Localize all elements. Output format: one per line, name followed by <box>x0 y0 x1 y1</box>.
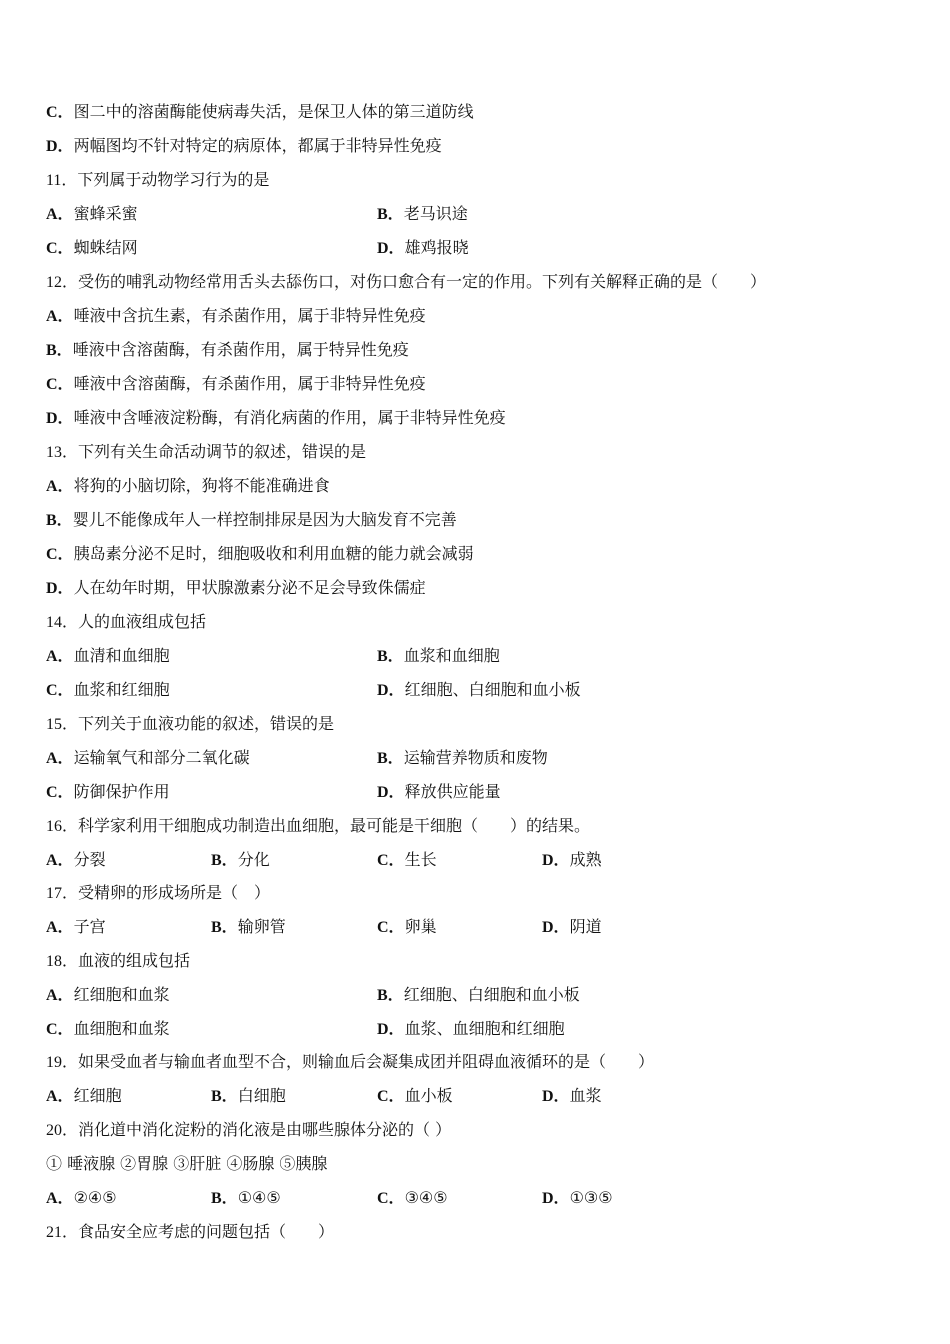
option-label: A． <box>46 987 74 1004</box>
option-d <box>46 578 426 599</box>
option-b <box>377 985 580 1006</box>
option-text: 生长 <box>404 850 437 869</box>
question-number: 16． <box>46 818 79 835</box>
option-text: 运输氧气和部分二氧化碳 <box>73 748 250 767</box>
option-a <box>46 646 170 667</box>
option-label: D． <box>542 919 570 936</box>
option-label: C． <box>377 1190 405 1207</box>
option-text: 唾液中含溶菌酶，有杀菌作用，属于特异性免疫 <box>72 340 409 359</box>
option-text: 血清和血细胞 <box>73 646 170 665</box>
option-d <box>542 1188 613 1209</box>
option-text: 唾液中含唾液淀粉酶，有消化病菌的作用，属于非特异性免疫 <box>73 408 506 427</box>
option-label: D． <box>377 784 405 801</box>
option-c <box>377 1188 448 1209</box>
option-label: B． <box>377 987 404 1004</box>
question-text: 血液的组成包括 <box>78 951 191 970</box>
option-label: B． <box>211 1088 238 1105</box>
option-text: 唾液中含抗生素，有杀菌作用，属于非特异性免疫 <box>73 306 426 325</box>
question-text: 受伤的哺乳动物经常用舌头去舔伤口，对伤口愈合有一定的作用。下列有关解释正确的是（ ） <box>78 272 767 291</box>
option-text: 白细胞 <box>237 1086 286 1105</box>
option-text: 将狗的小脑切除，狗将不能准确进食 <box>73 476 330 495</box>
option-b <box>377 748 548 769</box>
question-text: 食品安全应考虑的问题包括（ ） <box>78 1222 335 1241</box>
option-a <box>46 850 106 871</box>
option-text: 老马识途 <box>403 204 468 223</box>
question-stem <box>46 272 766 293</box>
option-a <box>46 1188 117 1209</box>
question-text: 受精卵的形成场所是（ ） <box>78 883 271 902</box>
option-label: B． <box>377 750 404 767</box>
option-label: D． <box>542 1088 570 1105</box>
option-label: C． <box>46 546 74 563</box>
option-text: 血细胞和血浆 <box>73 1019 170 1038</box>
option-text: 图二中的溶菌酶能使病毒失活，是保卫人体的第三道防线 <box>73 102 474 121</box>
option-label: D． <box>377 1021 405 1038</box>
option-label: A． <box>46 648 74 665</box>
option-text: 胰岛素分泌不足时，细胞吸收和利用血糖的能力就会减弱 <box>73 544 474 563</box>
option-c <box>46 680 170 701</box>
question-number: 12． <box>46 274 79 291</box>
option-label: B． <box>377 648 404 665</box>
option-label: A． <box>46 1088 74 1105</box>
option-text: 两幅图均不针对特定的病原体，都属于非特异性免疫 <box>73 136 442 155</box>
option-text: 蜘蛛结网 <box>73 238 138 257</box>
option-text: ①④⑤ <box>237 1188 281 1207</box>
option-label: C． <box>46 240 74 257</box>
option-label: A． <box>46 206 74 223</box>
option-text: 卵巢 <box>404 917 437 936</box>
option-text: 子宫 <box>73 917 106 936</box>
question-stem <box>46 442 366 463</box>
option-label: D． <box>377 682 405 699</box>
option-text: 血小板 <box>404 1086 453 1105</box>
option-a <box>46 748 250 769</box>
option-text: 血浆 <box>569 1086 602 1105</box>
option-label: D． <box>46 410 74 427</box>
option-label: C． <box>46 682 74 699</box>
option-b <box>46 340 409 361</box>
option-a <box>46 306 426 327</box>
option-text: 红细胞 <box>73 1086 122 1105</box>
question-stem <box>46 714 334 735</box>
question-stem <box>46 951 190 972</box>
option-b <box>211 1188 281 1209</box>
option-line <box>46 102 474 123</box>
option-label: C． <box>377 852 405 869</box>
option-b <box>211 850 270 871</box>
option-d <box>542 850 602 871</box>
option-text: 红细胞、白细胞和血小板 <box>404 680 581 699</box>
option-label: A． <box>46 919 74 936</box>
option-text: 血浆、血细胞和红细胞 <box>404 1019 565 1038</box>
option-label: B． <box>46 512 73 529</box>
question-text: 下列关于血液功能的叙述，错误的是 <box>78 714 335 733</box>
question-number: 15． <box>46 716 79 733</box>
option-c <box>46 374 426 395</box>
option-text: 婴儿不能像成年人一样控制排尿是因为大脑发育不完善 <box>72 510 457 529</box>
option-line <box>46 136 442 157</box>
question-number: 18． <box>46 953 79 970</box>
option-text: 血浆和红细胞 <box>73 680 170 699</box>
option-a <box>46 985 170 1006</box>
option-text: 红细胞和血浆 <box>73 985 170 1004</box>
option-a <box>46 1086 122 1107</box>
option-a <box>46 917 106 938</box>
option-label: C． <box>377 919 405 936</box>
option-label: C． <box>377 1088 405 1105</box>
option-b <box>211 1086 286 1107</box>
question-number: 13． <box>46 444 79 461</box>
option-text: ②④⑤ <box>73 1188 117 1207</box>
option-d <box>46 408 506 429</box>
option-d <box>377 680 581 701</box>
option-text: 释放供应能量 <box>404 782 501 801</box>
option-label: C． <box>46 104 74 121</box>
option-text: ①③⑤ <box>569 1188 613 1207</box>
question-number: 21． <box>46 1224 79 1241</box>
option-d <box>542 1086 602 1107</box>
option-text: 分化 <box>237 850 270 869</box>
option-text: 人在幼年时期，甲状腺激素分泌不足会导致侏儒症 <box>73 578 426 597</box>
option-label: A． <box>46 478 74 495</box>
option-label: C． <box>46 1021 74 1038</box>
option-text: 防御保护作用 <box>73 782 170 801</box>
question-number: 11． <box>46 172 78 189</box>
question-text: 如果受血者与输血者血型不合，则输血后会凝集成团并阻碍血液循环的是（ ） <box>78 1052 655 1071</box>
question-text: 下列属于动物学习行为的是 <box>77 170 270 189</box>
question-stem <box>46 1120 451 1141</box>
question-text: 下列有关生命活动调节的叙述，错误的是 <box>78 442 367 461</box>
option-d <box>377 782 501 803</box>
option-a <box>46 204 138 225</box>
question-stem <box>46 1052 654 1073</box>
question-text: 消化道中消化淀粉的消化液是由哪些腺体分泌的（ ） <box>78 1120 452 1139</box>
option-label: D． <box>542 1190 570 1207</box>
option-label: D． <box>377 240 405 257</box>
option-d <box>542 917 602 938</box>
option-label: D． <box>46 580 74 597</box>
option-label: B． <box>46 342 73 359</box>
option-text: 唾液中含溶菌酶，有杀菌作用，属于非特异性免疫 <box>73 374 426 393</box>
option-c <box>46 782 170 803</box>
option-c <box>46 544 474 565</box>
option-c <box>377 917 437 938</box>
option-b <box>377 646 500 667</box>
option-b <box>377 204 468 225</box>
option-c <box>46 238 138 259</box>
option-label: A． <box>46 308 74 325</box>
option-text: 红细胞、白细胞和血小板 <box>403 985 580 1004</box>
question-text: 科学家利用干细胞成功制造出血细胞，最可能是干细胞（ ）的结果。 <box>78 816 591 835</box>
question-number: 17． <box>46 885 79 902</box>
option-label: B． <box>211 919 238 936</box>
option-text: 分裂 <box>73 850 106 869</box>
option-label: B． <box>377 206 404 223</box>
question-stem <box>46 612 206 633</box>
option-b <box>211 917 286 938</box>
option-c <box>377 1086 453 1107</box>
option-label: A． <box>46 1190 74 1207</box>
option-text: 血浆和血细胞 <box>403 646 500 665</box>
option-label: D． <box>542 852 570 869</box>
option-text: 成熟 <box>569 850 602 869</box>
option-label: A． <box>46 750 74 767</box>
option-d <box>377 238 469 259</box>
question-number: 19． <box>46 1054 79 1071</box>
option-label: C． <box>46 376 74 393</box>
option-text: 运输营养物质和废物 <box>403 748 548 767</box>
option-label: A． <box>46 852 74 869</box>
option-label: B． <box>211 852 238 869</box>
question-extra: ① 唾液腺 ②胃腺 ③肝脏 ④肠腺 ⑤胰腺 <box>46 1154 328 1173</box>
option-label: D． <box>46 138 74 155</box>
option-b <box>46 510 457 531</box>
option-a <box>46 476 330 497</box>
question-number: 20． <box>46 1122 79 1139</box>
option-label: B． <box>211 1190 238 1207</box>
question-stem <box>46 170 269 191</box>
option-text: 蜜蜂采蜜 <box>73 204 138 223</box>
option-label: C． <box>46 784 74 801</box>
option-c <box>377 850 437 871</box>
question-number: 14． <box>46 614 79 631</box>
question-text: 人的血液组成包括 <box>78 612 207 631</box>
option-d <box>377 1019 565 1040</box>
option-text: ③④⑤ <box>404 1188 448 1207</box>
option-text: 输卵管 <box>237 917 286 936</box>
option-text: 阴道 <box>569 917 602 936</box>
question-stem <box>46 1222 334 1243</box>
option-c <box>46 1019 170 1040</box>
question-stem <box>46 816 590 837</box>
option-text: 雄鸡报晓 <box>404 238 469 257</box>
question-stem <box>46 883 270 904</box>
